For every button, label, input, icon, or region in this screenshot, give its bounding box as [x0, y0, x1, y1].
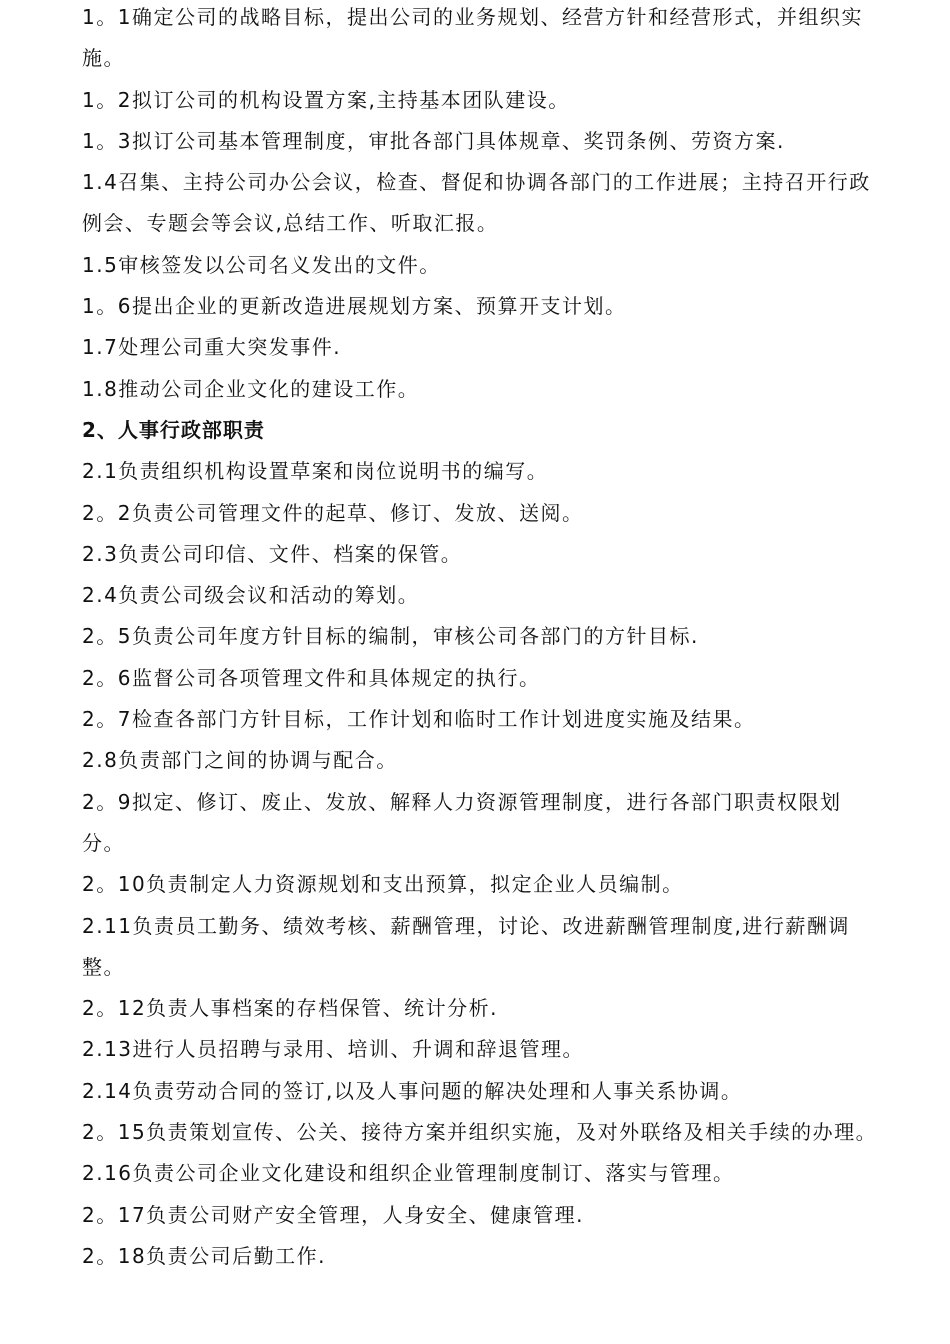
duty-item-1-5: 1.5审核签发以公司名义发出的文件。	[82, 252, 441, 277]
duty-item-1-6: 1。6提出企业的更新改造进展规划方案、预算开支计划。	[82, 294, 627, 319]
duty-item-2-17: 2。17负责公司财产安全管理，人身安全、健康管理.	[82, 1202, 585, 1227]
duty-item-1-7: 1.7处理公司重大突发事件.	[82, 335, 342, 360]
duty-item-2-6: 2。6监督公司各项管理文件和具体规定的执行。	[82, 665, 541, 690]
section-heading-hr-admin: 2、人事行政部职责	[82, 417, 265, 442]
duty-item-2-3: 2.3负责公司印信、文件、档案的保管。	[82, 541, 463, 566]
duty-item-2-12: 2。12负责人事档案的存档保管、统计分析.	[82, 996, 499, 1021]
document-body	[82, 0, 882, 1277]
duty-item-2-1: 2.1负责组织机构设置草案和岗位说明书的编写。	[82, 459, 549, 484]
duty-item-1-4: 1.4召集、主持公司办公会议，检查、督促和协调各部门的工作进展；主持召开行政例会、专题会等会议,总结工作、听取汇报。	[82, 170, 871, 236]
duty-item-2-10: 2。10负责制定人力资源规划和支出预算，拟定企业人员编制。	[82, 872, 684, 897]
duty-item-2-13: 2.13进行人员招聘与录用、培训、升调和辞退管理。	[82, 1037, 585, 1062]
duty-item-1-2: 1。2拟订公司的机构设置方案,主持基本团队建设。	[82, 87, 570, 112]
duty-item-2-18: 2。18负责公司后勤工作.	[82, 1243, 327, 1268]
duty-item-1-3: 1。3拟订公司基本管理制度，审批各部门具体规章、奖罚条例、劳资方案.	[82, 128, 785, 153]
duty-item-2-9: 2。9拟定、修订、废止、发放、解释人力资源管理制度，进行各部门职责权限划分。	[82, 789, 842, 855]
duty-item-2-16: 2.16负责公司企业文化建设和组织企业管理制度制订、落实与管理。	[82, 1161, 735, 1186]
duty-item-2-4: 2.4负责公司级会议和活动的筹划。	[82, 583, 420, 608]
duty-item-2-11: 2.11负责员工勤务、绩效考核、薪酬管理，讨论、改进薪酬管理制度,进行薪酬调整。	[82, 913, 850, 979]
duty-item-2-2: 2。2负责公司管理文件的起草、修订、发放、送阅。	[82, 500, 584, 525]
duty-item-2-8: 2.8负责部门之间的协调与配合。	[82, 748, 398, 773]
duty-item-2-5: 2。5负责公司年度方针目标的编制，审核公司各部门的方针目标.	[82, 624, 699, 649]
duty-item-2-7: 2。7检查各部门方针目标，工作计划和临时工作计划进度实施及结果。	[82, 707, 756, 732]
duty-item-2-15: 2。15负责策划宣传、公关、接待方案并组织实施，及对外联络及相关手续的办理。	[82, 1120, 878, 1145]
duty-item-2-14: 2.14负责劳动合同的签订,以及人事问题的解决处理和人事关系协调。	[82, 1078, 743, 1103]
duty-item-1-8: 1.8推动公司企业文化的建设工作。	[82, 376, 420, 401]
duty-item-1-1: 1。1确定公司的战略目标，提出公司的业务规划、经营方针和经营形式，并组织实施。	[82, 5, 863, 71]
